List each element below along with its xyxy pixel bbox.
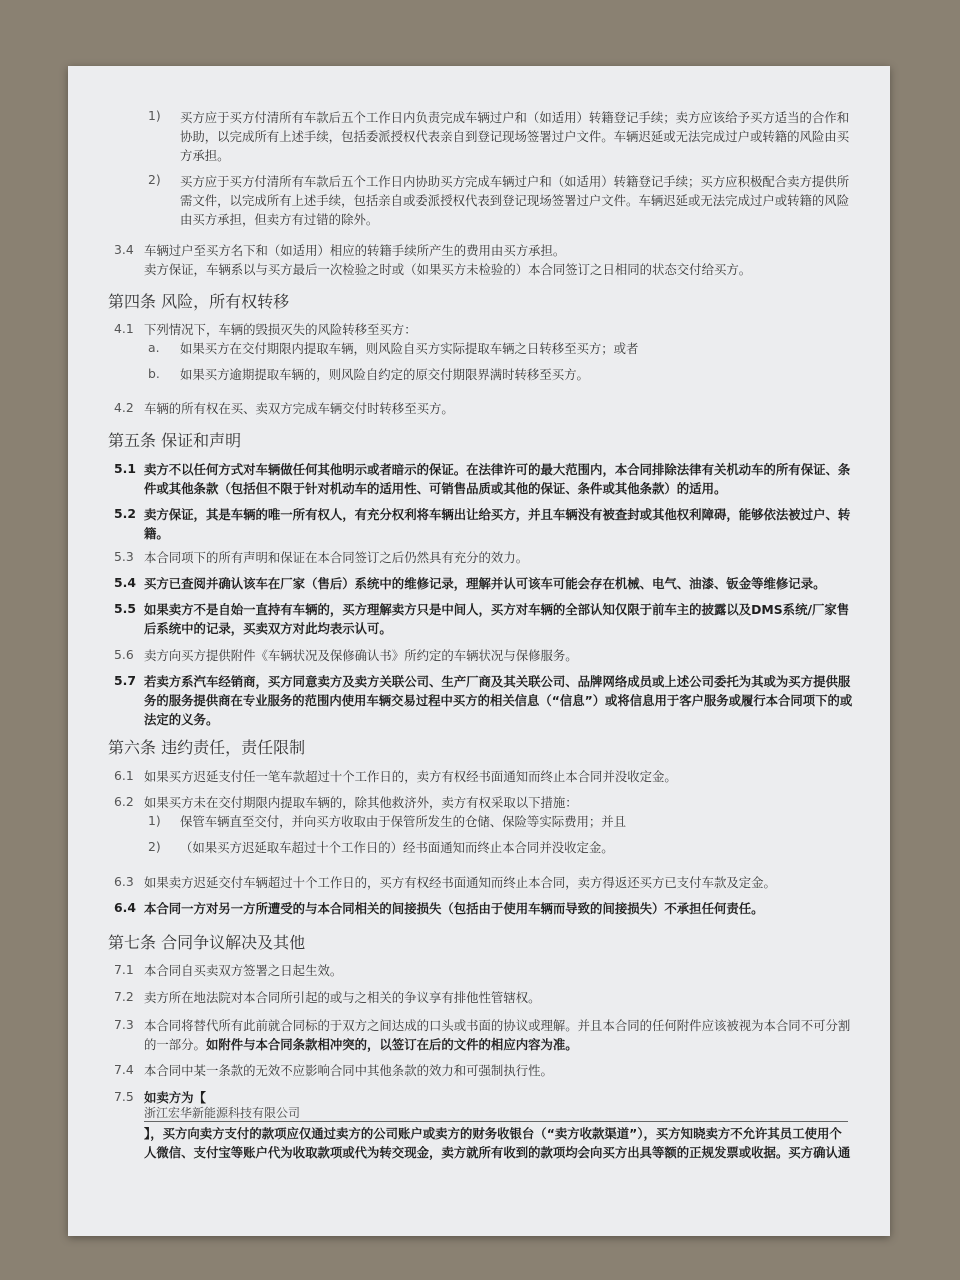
- clause-text: 方承担。: [180, 148, 230, 163]
- clause-text: 若卖方系汽车经销商，买方同意卖方及卖方关联公司、生产厂商及其关联公司、品牌网络成员或上述公司委托为其或为买方提供服: [144, 674, 851, 689]
- clause-number: 7.2: [114, 989, 134, 1004]
- clause-text: 如果买方未在交付期限内提取车辆的，除其他救济外，卖方有权采取以下措施：: [144, 795, 578, 810]
- item-number: b.: [148, 366, 160, 381]
- article-heading: 第四条 风险，所有权转移: [108, 292, 290, 311]
- clause-text: 下列情况下，车辆的毁损灭失的风险转移至买方：: [144, 322, 417, 337]
- clause-number: 7.3: [114, 1017, 134, 1032]
- clause-number: 7.1: [114, 962, 134, 977]
- clause-number: 5.2: [114, 506, 136, 521]
- clause-text: [144, 1035, 578, 1054]
- contract-page: [68, 66, 890, 1236]
- clause-text: 务的服务提供商在专业服务的范围内使用车辆交易过程中买方的相关信息（“信息”）或将信息用于客户服务或履行本合同项下的或: [144, 693, 853, 708]
- clause-text: 卖方所在地法院对本合同所引起的或与之相关的争议享有排他性管辖权。: [144, 990, 541, 1005]
- clause-text: 如果买方在交付期限内提取车辆，则风险自买方实际提取车辆之日转移至买方；或者: [180, 341, 639, 356]
- clause-text: 卖方保证，车辆系以与买方最后一次检验之时或（如果买方未检验的）本合同签订之日相同的状态交付给买方。: [144, 262, 752, 277]
- clause-text: 买方应于买方付清所有车款后五个工作日内协助买方完成车辆过户和（如适用）转籍登记手续；买方应积极配合卖方提供所: [180, 174, 850, 189]
- clause-number: 5.3: [114, 549, 134, 564]
- article-heading: 第六条 违约责任，责任限制: [108, 738, 306, 757]
- clause-text: 法定的义务。: [144, 712, 219, 727]
- item-number: a.: [148, 340, 160, 355]
- clause-text: 如果卖方不是自始一直持有车辆的，买方理解卖方只是中间人，买方对车辆的全部认知仅限于前车主的披露以及DMS系统/厂家售: [144, 602, 850, 617]
- item-number: 2): [148, 172, 161, 187]
- clause-number: 7.4: [114, 1062, 134, 1077]
- clause-number: 3.4: [114, 242, 134, 257]
- clause-text: 需文件，以完成所有上述手续，包括亲自或委派授权代表到登记现场签署过户文件。车辆迟延或无法完成过户或转籍的风险: [180, 193, 850, 208]
- clause-text: 本合同自买卖双方签署之日起生效。: [144, 963, 343, 978]
- clause-text: 由买方承担，但卖方有过错的除外。: [180, 212, 379, 227]
- clause-text: 车辆过户至买方名下和（如适用）相应的转籍手续所产生的费用由买方承担。: [144, 243, 566, 258]
- clause-text: 籍。: [144, 526, 169, 541]
- clause-text: （如果买方迟延取车超过十个工作日的）经书面通知而终止本合同并没收定金。: [180, 840, 614, 855]
- clause-text: 卖方不以任何方式对车辆做任何其他明示或者暗示的保证。在法律许可的最大范围内，本合同排除法律有关机动车的所有保证、条: [144, 462, 851, 477]
- clause-text: 如果买方迟延支付任一笔车款超过十个工作日的，卖方有权经书面通知而终止本合同并没收定金。: [144, 769, 677, 784]
- clause-number: 5.7: [114, 673, 136, 688]
- clause-text-plain: 的一部分。: [144, 1037, 206, 1052]
- seller-company-name: 浙江宏华新能源科技有限公司: [144, 1106, 301, 1120]
- clause-number: 5.6: [114, 647, 134, 662]
- clause-text: 本合同项下的所有声明和保证在本合同签订之后仍然具有充分的效力。: [144, 550, 529, 565]
- clause-text: 如果买方逾期提取车辆的，则风险自约定的原交付期限界满时转移至买方。: [180, 367, 589, 382]
- clause-number: 5.5: [114, 601, 136, 616]
- clause-text: 后系统中的记录，买卖双方对此均表示认可。: [144, 621, 392, 636]
- clause-text: 卖方保证，其是车辆的唯一所有权人，有充分权利将车辆出让给买方，并且车辆没有被查封或其他权利障碍，能够依法被过户、转: [144, 507, 851, 522]
- article-heading: 第七条 合同争议解决及其他: [108, 933, 306, 952]
- article-heading: 第五条 保证和声明: [108, 431, 242, 450]
- clause-text: 车辆的所有权在买、卖双方完成车辆交付时转移至买方。: [144, 401, 454, 416]
- clause-text: 卖方向买方提供附件《车辆状况及保修确认书》所约定的车辆状况与保修服务。: [144, 648, 578, 663]
- item-number: 1): [148, 108, 161, 123]
- clause-number: 6.3: [114, 874, 134, 889]
- clause-text: 本合同将替代所有此前就合同标的于双方之间达成的口头或书面的协议或理解。并且本合同的任何附件应该被视为本合同不可分割: [144, 1018, 851, 1033]
- clause-text-bold: 如附件与本合同条款相冲突的，以签订在后的文件的相应内容为准。: [205, 1037, 578, 1052]
- contract-text: [68, 66, 890, 1236]
- clause-number: 4.1: [114, 321, 134, 336]
- clause-text: 协助，以完成所有上述手续，包括委派授权代表亲自到登记现场签署过户文件。车辆迟延或无法完成过户或转籍的风险由买: [180, 129, 850, 144]
- clause-text: 本合同一方对另一方所遭受的与本合同相关的间接损失（包括由于使用车辆而导致的间接损失）不承担任何责任。: [144, 901, 764, 916]
- clause-number: 7.5: [114, 1089, 134, 1104]
- item-number: 2): [148, 839, 161, 854]
- clause-text: 本合同中某一条款的无效不应影响合同中其他条款的效力和可强制执行性。: [144, 1063, 553, 1078]
- clause-text: 】，买方向卖方支付的款项应仅通过卖方的公司账户或卖方的财务收银台（“卖方收款渠道”），买方知晓卖方不允许其员工使用个: [144, 1126, 842, 1141]
- clause-number: 5.4: [114, 575, 136, 590]
- clause-text: 保管车辆直至交付，并向买方收取由于保管所发生的仓储、保险等实际费用；并且: [180, 814, 627, 829]
- clause-text: 买方应于买方付清所有车款后五个工作日内负责完成车辆过户和（如适用）转籍登记手续；卖方应该给予买方适当的合作和: [180, 110, 850, 125]
- clause-text: 件或其他条款（包括但不限于针对机动车的适用性、可销售品质或其他的保证、条件或其他条款）的适用。: [144, 481, 727, 496]
- clause-number: 6.1: [114, 768, 134, 783]
- clause-number: 4.2: [114, 400, 134, 415]
- clause-text: 人微信、支付宝等账户代为收取款项或代为转交现金，卖方就所有收到的款项均会向买方出具等额的正规发票或收据。买方确认通: [144, 1145, 851, 1160]
- seller-name-field: [144, 1105, 848, 1122]
- clause-text: 买方已查阅并确认该车在厂家（售后）系统中的维修记录，理解并认可该车可能会存在机械、电气、油漆、钣金等维修记录。: [144, 576, 826, 591]
- clause-number: 6.4: [114, 900, 136, 915]
- clause-text: 如卖方为【: [144, 1090, 206, 1105]
- clause-text: 如果卖方迟延交付车辆超过十个工作日的，买方有权经书面通知而终止本合同，卖方得返还买方已支付车款及定金。: [144, 875, 776, 890]
- clause-number: 6.2: [114, 794, 134, 809]
- item-number: 1): [148, 813, 161, 828]
- clause-number: 5.1: [114, 461, 136, 476]
